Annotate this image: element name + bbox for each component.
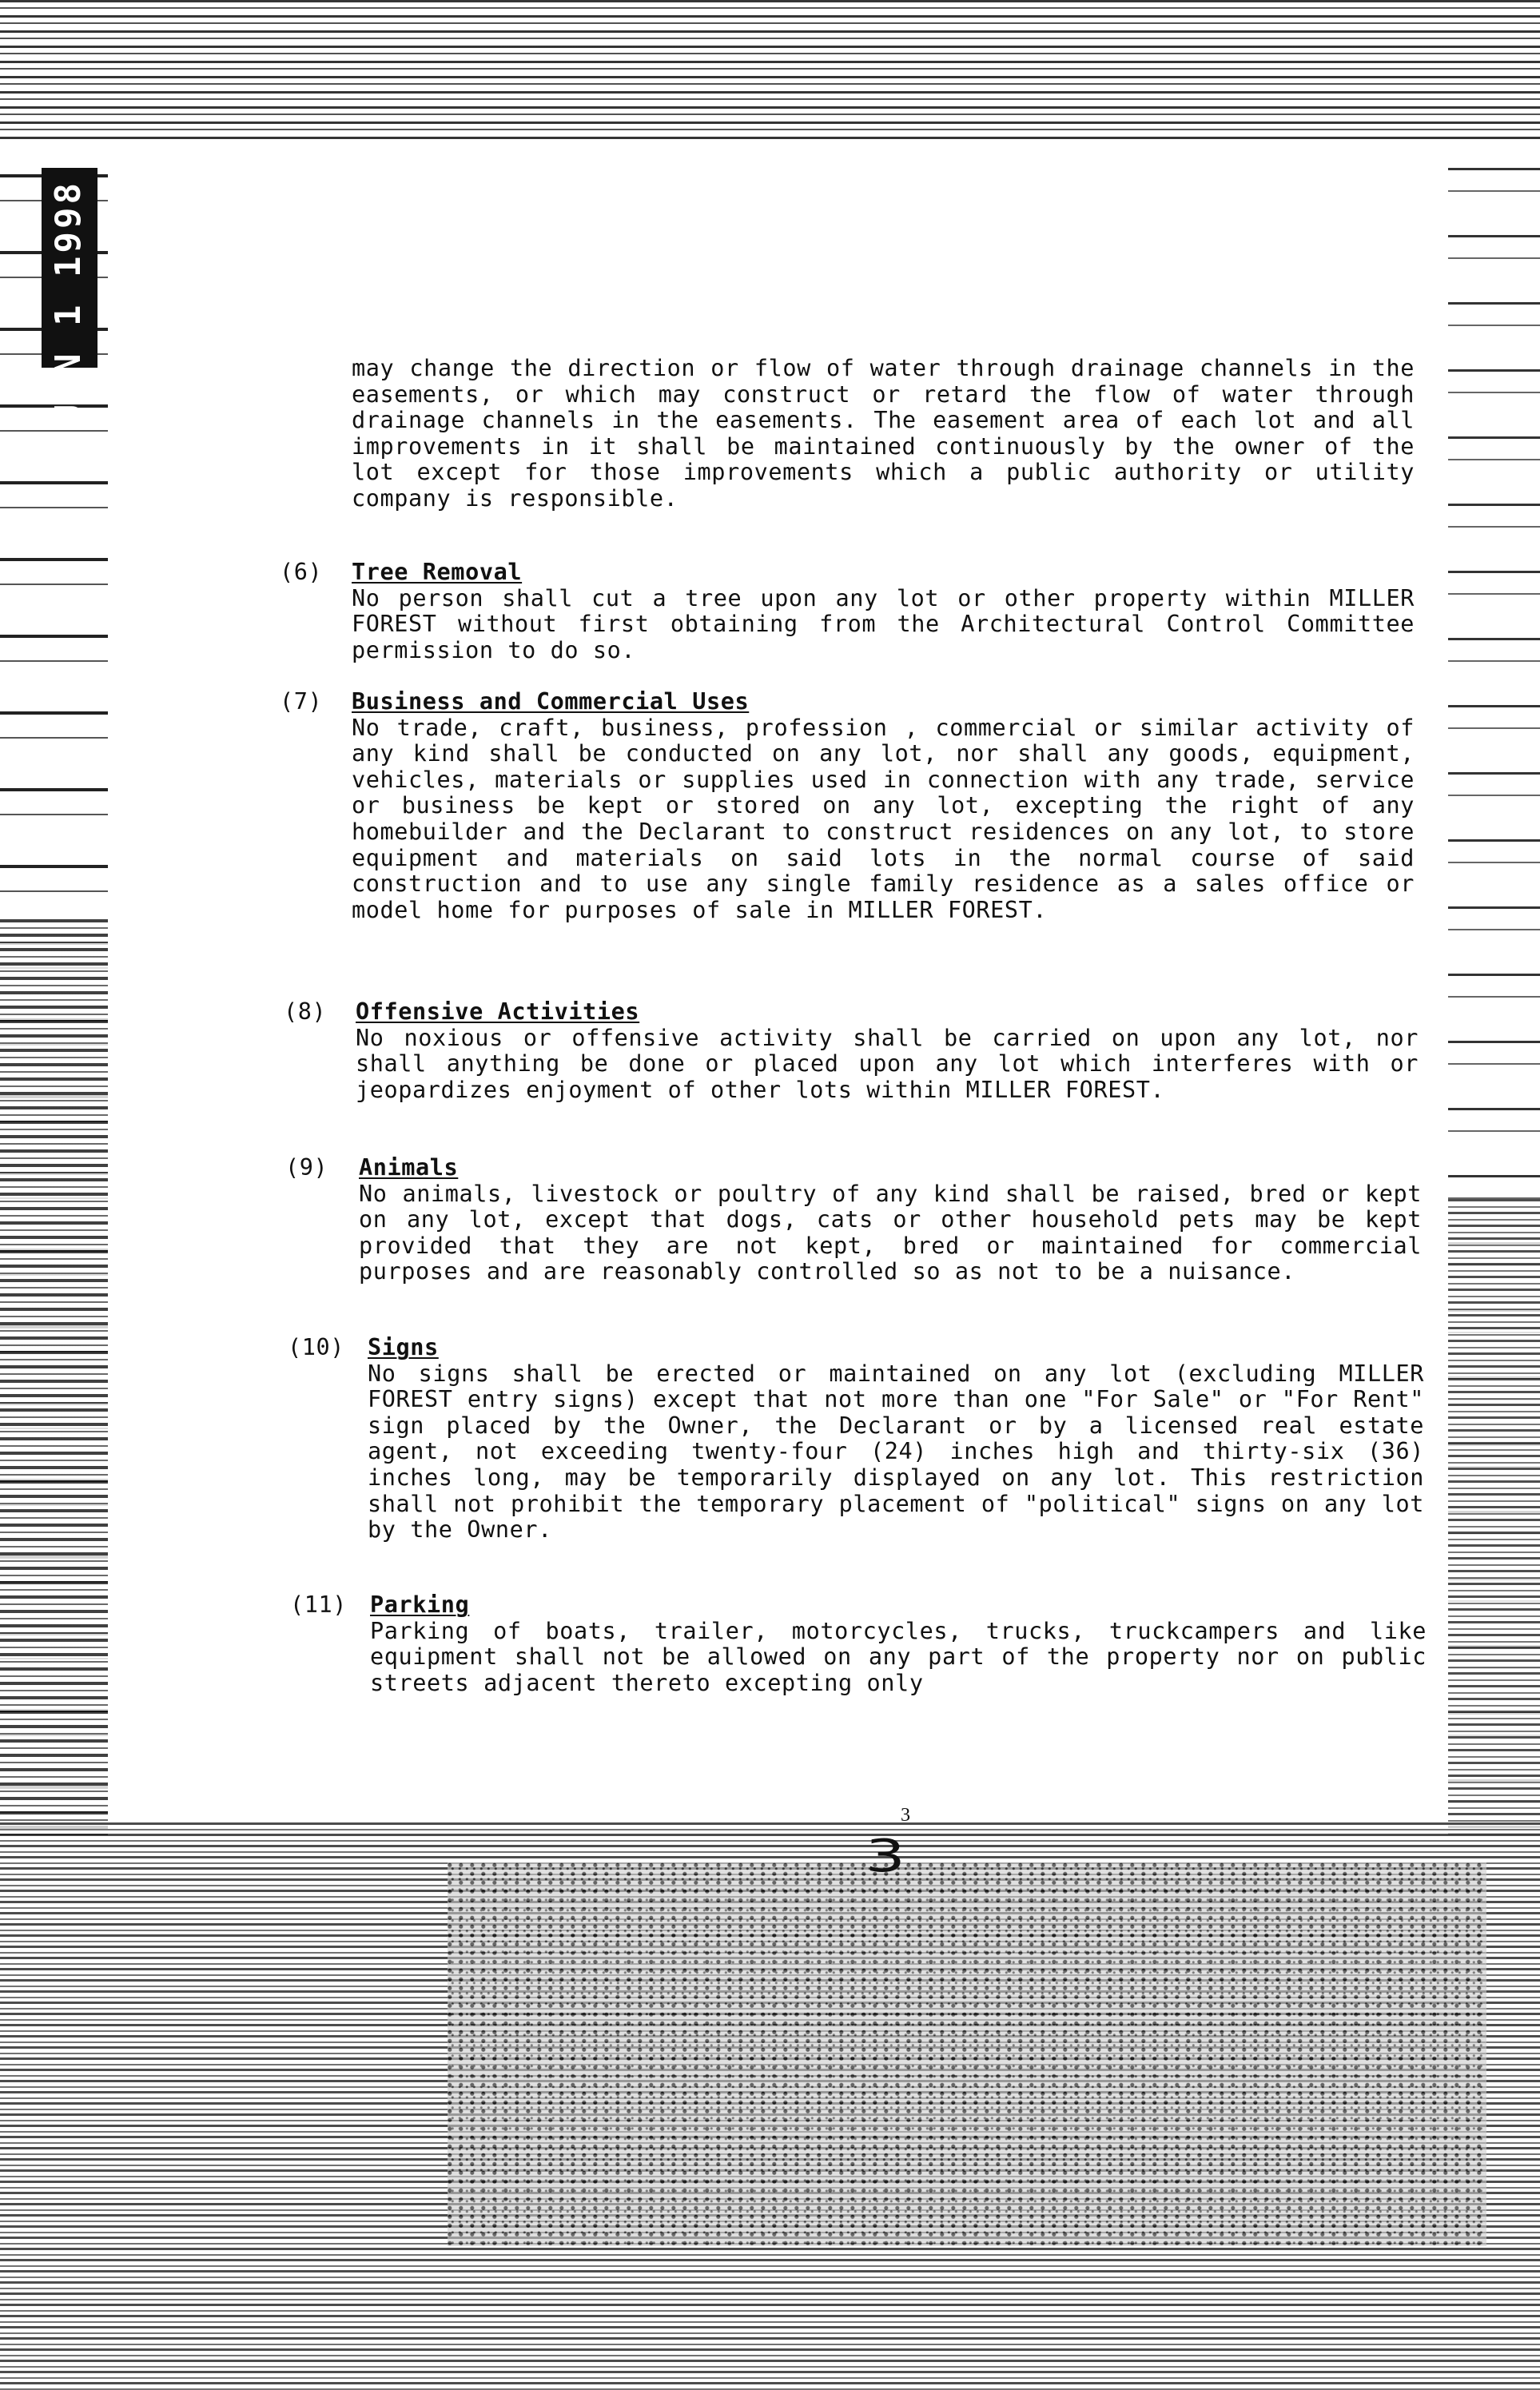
section-number: (9) [285,1154,328,1181]
section-body: No trade, craft, business, profession , commercial or similar activity of any kind shall be conducted on any lot, nor shall any goods, equipment, vehicles, materials or supplies used in connection with any trade, service or business be kept or stored on any lot, excepting the right of any homebuilder and the Declarant to construct residences on any lot, to store equipment and materials on said lots in the normal course of said construction and to use any single family residence as a sales office or model home for purposes of sale in MILLER FOREST. [352,714,1415,923]
section-body: Parking of boats, trailer, motorcycles, trucks, truckcampers and like equipment shall not be allowed on any part of the property nor on public streets adjacent thereto excepting only [370,1617,1427,1696]
recording-stamp-text: JUN 1 1998 [48,180,89,424]
intro-paragraph: may change the direction or flow of water through drainage channels in the easements, or which may construct or retard the flow of water through drainage channels in the easements. The easement area of each lot and all improvements in it shall be maintained continuously by the owner of the lot except for those improvements which a public authority or utility company is responsible. [352,355,1415,512]
scan-noise-right-lower [1448,1199,1540,1838]
section-number: (8) [284,998,327,1025]
handwritten-page-mark: 3 [865,1830,905,1882]
section-body: No person shall cut a tree upon any lot or other property within MILLER FOREST without first obtaining from the Architectural Control Committee permission to do so. [352,584,1415,663]
section-heading: Animals [359,1154,459,1181]
section-number: (7) [280,688,323,715]
section-number: (11) [290,1591,348,1618]
section-heading: Tree Removal [352,559,523,585]
page-number: 3 [901,1805,910,1826]
section-heading: Signs [368,1334,439,1360]
scan-speckle [448,1862,1486,2246]
section-number: (10) [288,1334,345,1360]
section-number: (6) [280,559,323,585]
scan-noise-top [0,0,1540,144]
section-body: No animals, livestock or poultry of any kind shall be raised, bred or kept on any lot, except that dogs, cats or other household pets may be kept provided that they are not kept, bred or maintained for commercial purposes and are reasonably controlled so as not to be a nuisance. [359,1180,1422,1285]
section-heading: Offensive Activities [356,998,640,1025]
scan-noise-left-lower [0,919,108,1838]
section-body: No signs shall be erected or maintained on any lot (excluding MILLER FOREST entry signs) except that not more than one "For Sale" or "For Rent" sign placed by the Owner, the Declarant or by a licensed real estate agent, not exceeding twenty-four (24) inches high and thirty-six (36) inches long, may be temporarily displayed on any lot. This restriction shall not prohibit the temporary placement of "political" signs on any lot by the Owner. [368,1360,1424,1544]
section-heading: Parking [370,1591,470,1618]
document-page [108,144,1448,1882]
section-heading: Business and Commercial Uses [352,688,750,715]
section-body: No noxious or offensive activity shall be carried on upon any lot, nor shall anything be done or placed upon any lot which interferes with or jeopardizes enjoyment of other lots within MILLER FOREST. [356,1024,1419,1103]
